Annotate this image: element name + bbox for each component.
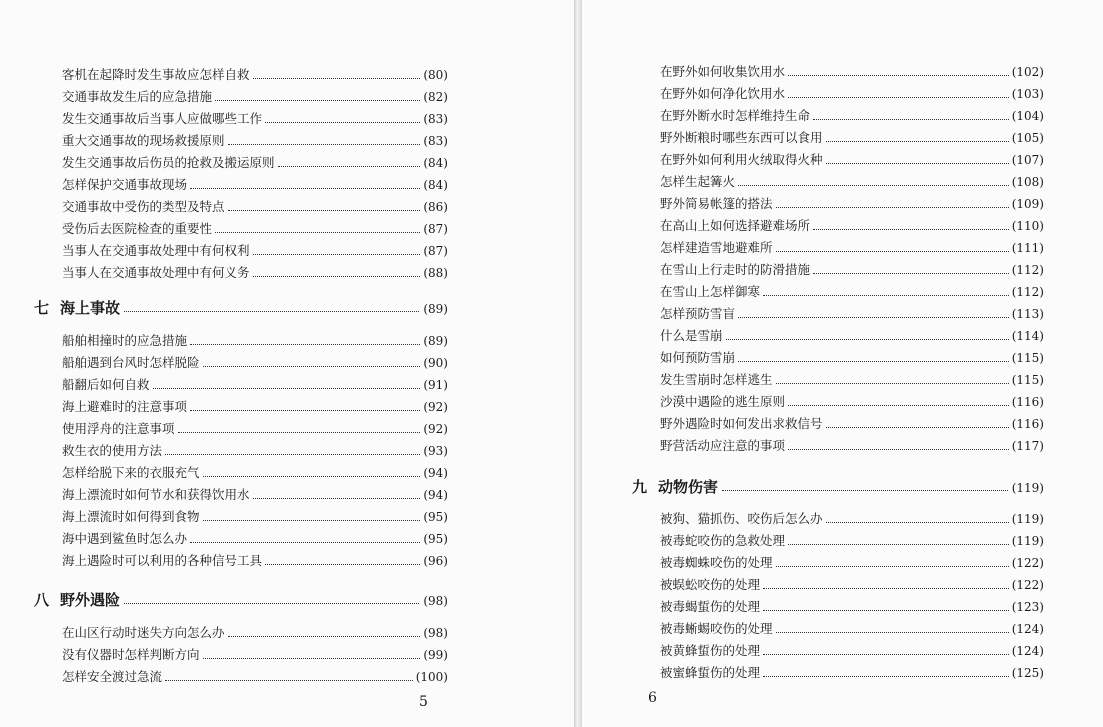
toc-entry bbox=[62, 174, 448, 196]
toc-entry-page: (94) bbox=[423, 488, 448, 502]
toc-entry bbox=[62, 240, 448, 262]
toc-entry bbox=[660, 530, 1044, 552]
toc-entry-page: (115) bbox=[1011, 373, 1044, 387]
dot-leader bbox=[124, 295, 419, 312]
dot-leader bbox=[788, 61, 1009, 76]
toc-entry bbox=[62, 528, 448, 550]
dot-leader bbox=[813, 105, 1009, 120]
toc-entry bbox=[660, 259, 1044, 281]
toc-entry-title: 野外断粮时哪些东西可以食用 bbox=[660, 130, 823, 145]
toc-entry-title: 在野外如何利用火绒取得火种 bbox=[660, 152, 823, 167]
toc-entry bbox=[660, 552, 1044, 574]
dot-leader bbox=[788, 435, 1009, 450]
toc-entry-page: (116) bbox=[1011, 417, 1044, 431]
dot-leader bbox=[826, 508, 1009, 523]
toc-entry bbox=[62, 262, 448, 284]
toc-entry-title: 怎样生起篝火 bbox=[660, 174, 736, 189]
toc-entry-page: (103) bbox=[1011, 87, 1044, 101]
toc-entry-title: 在雪山上行走时的防滑措施 bbox=[660, 262, 811, 277]
toc-entry-page: (80) bbox=[423, 68, 448, 82]
dot-leader bbox=[253, 262, 421, 277]
toc-entry bbox=[62, 506, 448, 528]
toc-entry-title: 船翻后如何自救 bbox=[62, 377, 150, 392]
dot-leader bbox=[788, 530, 1009, 545]
toc-entry bbox=[62, 108, 448, 130]
toc-entry-page: (112) bbox=[1011, 263, 1044, 277]
toc-entry-page: (119) bbox=[1011, 534, 1044, 548]
toc-entry bbox=[62, 440, 448, 462]
toc-entry-page: (92) bbox=[423, 400, 448, 414]
dot-leader bbox=[228, 622, 421, 637]
toc-entry-title: 使用浮舟的注意事项 bbox=[62, 421, 175, 436]
toc-entry-page: (84) bbox=[423, 156, 448, 170]
dot-leader bbox=[813, 259, 1009, 274]
dot-leader bbox=[738, 303, 1009, 318]
dot-leader bbox=[726, 325, 1009, 340]
left-page-number: 5 bbox=[419, 694, 428, 710]
dot-leader bbox=[165, 666, 413, 681]
chapter-title: 动物伤害 bbox=[658, 478, 719, 496]
toc-entry-title: 海上避难时的注意事项 bbox=[62, 399, 188, 414]
toc-entry bbox=[660, 83, 1044, 105]
toc-entry-page: (116) bbox=[1011, 395, 1044, 409]
toc-entry bbox=[62, 152, 448, 174]
dot-leader bbox=[738, 347, 1009, 362]
toc-entry bbox=[660, 303, 1044, 325]
dot-leader bbox=[776, 193, 1009, 208]
toc-entry-page: (86) bbox=[423, 200, 448, 214]
toc-entry bbox=[660, 369, 1044, 391]
toc-entry-title: 被毒蛇咬伤的急救处理 bbox=[660, 533, 786, 548]
toc-entry-page: (115) bbox=[1011, 351, 1044, 365]
toc-entry bbox=[660, 127, 1044, 149]
toc-entry bbox=[660, 347, 1044, 369]
toc-entry-page: (93) bbox=[423, 444, 448, 458]
dot-leader bbox=[763, 574, 1009, 589]
toc-entry-page: (104) bbox=[1011, 109, 1044, 123]
toc-entry-page: (125) bbox=[1011, 666, 1044, 680]
toc-entry-page: (98) bbox=[423, 626, 448, 640]
dot-leader bbox=[776, 618, 1009, 633]
chapter-number: 九 bbox=[632, 478, 648, 496]
toc-entry-page: (119) bbox=[1011, 512, 1044, 526]
dot-leader bbox=[190, 528, 420, 543]
toc-entry-title: 交通事故发生后的应急措施 bbox=[62, 89, 213, 104]
toc-entry bbox=[62, 352, 448, 374]
toc-entry-title: 怎样安全渡过急流 bbox=[62, 669, 163, 684]
dot-leader bbox=[203, 644, 421, 659]
toc-entry bbox=[660, 596, 1044, 618]
toc-entry-title: 海上漂流时如何节水和获得饮用水 bbox=[62, 487, 250, 502]
toc-entry bbox=[62, 666, 448, 688]
toc-entry-page: (92) bbox=[423, 422, 448, 436]
toc-entry-page: (83) bbox=[423, 134, 448, 148]
toc-entry-title: 海上遇险时可以利用的各种信号工具 bbox=[62, 553, 263, 568]
dot-leader bbox=[228, 196, 421, 211]
toc-entry-title: 被毒蜥蜴咬伤的处理 bbox=[660, 621, 773, 636]
dot-leader bbox=[253, 240, 421, 255]
chapter-page: (98) bbox=[423, 594, 448, 608]
toc-entry bbox=[62, 622, 448, 644]
toc-entry bbox=[62, 64, 448, 86]
toc-entry-page: (87) bbox=[423, 222, 448, 236]
dot-leader bbox=[278, 152, 421, 167]
chapter-heading-8 bbox=[34, 587, 448, 613]
toc-entry-page: (100) bbox=[415, 670, 448, 684]
toc-entry-title: 船舶相撞时的应急措施 bbox=[62, 333, 188, 348]
dot-leader bbox=[826, 413, 1009, 428]
toc-entry-page: (84) bbox=[423, 178, 448, 192]
toc-entry-title: 当事人在交通事故处理中有何权利 bbox=[62, 243, 250, 258]
toc-entry-page: (83) bbox=[423, 112, 448, 126]
right-page-number: 6 bbox=[648, 690, 657, 706]
dot-leader bbox=[228, 130, 421, 145]
toc-entry-page: (82) bbox=[423, 90, 448, 104]
dot-leader bbox=[763, 281, 1009, 296]
dot-leader bbox=[265, 108, 420, 123]
toc-entry-page: (114) bbox=[1011, 329, 1044, 343]
dot-leader bbox=[826, 149, 1009, 164]
toc-entry-title: 交通事故中受伤的类型及特点 bbox=[62, 199, 225, 214]
dot-leader bbox=[215, 86, 420, 101]
toc-entry-title: 在野外如何净化饮用水 bbox=[660, 86, 786, 101]
toc-entry bbox=[660, 435, 1044, 457]
dot-leader bbox=[190, 330, 420, 345]
toc-entry-page: (112) bbox=[1011, 285, 1044, 299]
dot-leader bbox=[190, 396, 420, 411]
toc-entry-page: (95) bbox=[423, 532, 448, 546]
toc-entry bbox=[62, 484, 448, 506]
dot-leader bbox=[190, 174, 420, 189]
toc-entry-title: 怎样保护交通事故现场 bbox=[62, 177, 188, 192]
toc-entry-title: 被蜈蚣咬伤的处理 bbox=[660, 577, 761, 592]
toc-entry-page: (102) bbox=[1011, 65, 1044, 79]
toc-entry-title: 在野外断水时怎样维持生命 bbox=[660, 108, 811, 123]
toc-entry-title: 怎样建造雪地避难所 bbox=[660, 240, 773, 255]
toc-entry-title: 怎样给脱下来的衣服充气 bbox=[62, 465, 200, 480]
toc-entry-title: 被蜜蜂蜇伤的处理 bbox=[660, 665, 761, 680]
dot-leader bbox=[776, 369, 1009, 384]
toc-entry bbox=[62, 130, 448, 152]
dot-leader bbox=[813, 215, 1009, 230]
chapter-page: (119) bbox=[1011, 481, 1044, 495]
toc-entry-title: 船舶遇到台风时怎样脱险 bbox=[62, 355, 200, 370]
toc-entry-page: (117) bbox=[1011, 439, 1044, 453]
toc-entry bbox=[660, 281, 1044, 303]
toc-entry bbox=[660, 574, 1044, 596]
chapter-number: 八 bbox=[34, 591, 50, 609]
dot-leader bbox=[253, 64, 421, 79]
toc-entry-title: 在雪山上怎样御寒 bbox=[660, 284, 761, 299]
toc-entry-title: 发生交通事故后伤员的抢救及搬运原则 bbox=[62, 155, 275, 170]
toc-entry-page: (109) bbox=[1011, 197, 1044, 211]
toc-entry-page: (110) bbox=[1011, 219, 1044, 233]
dot-leader bbox=[203, 506, 421, 521]
toc-entry bbox=[62, 396, 448, 418]
toc-entry-title: 野外简易帐篷的搭法 bbox=[660, 196, 773, 211]
toc-entry-page: (89) bbox=[423, 334, 448, 348]
toc-entry-page: (122) bbox=[1011, 578, 1044, 592]
toc-entry bbox=[660, 237, 1044, 259]
toc-entry-title: 被毒蜘蛛咬伤的处理 bbox=[660, 555, 773, 570]
toc-entry bbox=[660, 413, 1044, 435]
dot-leader bbox=[788, 83, 1009, 98]
chapter-page: (89) bbox=[423, 302, 448, 316]
dot-leader bbox=[776, 237, 1009, 252]
toc-entry-page: (90) bbox=[423, 356, 448, 370]
toc-entry-page: (111) bbox=[1011, 241, 1044, 255]
dot-leader bbox=[722, 474, 1008, 491]
toc-entry bbox=[62, 330, 448, 352]
dot-leader bbox=[215, 218, 420, 233]
toc-entry-title: 发生雪崩时怎样逃生 bbox=[660, 372, 773, 387]
toc-entry-title: 救生衣的使用方法 bbox=[62, 443, 163, 458]
toc-entry-title: 当事人在交通事故处理中有何义务 bbox=[62, 265, 250, 280]
toc-entry-title: 重大交通事故的现场救援原则 bbox=[62, 133, 225, 148]
chapter-number: 七 bbox=[34, 299, 50, 317]
dot-leader bbox=[178, 418, 421, 433]
book-gutter bbox=[574, 0, 582, 727]
dot-leader bbox=[763, 596, 1009, 611]
toc-entry-title: 怎样预防雪盲 bbox=[660, 306, 736, 321]
toc-entry-page: (123) bbox=[1011, 600, 1044, 614]
toc-entry-title: 被毒蝎蜇伤的处理 bbox=[660, 599, 761, 614]
chapter-heading-9 bbox=[632, 474, 1044, 500]
toc-entry-title: 野外遇险时如何发出求救信号 bbox=[660, 416, 823, 431]
dot-leader bbox=[165, 440, 420, 455]
toc-entry bbox=[660, 171, 1044, 193]
dot-leader bbox=[124, 587, 419, 604]
dot-leader bbox=[265, 550, 420, 565]
dot-leader bbox=[203, 352, 421, 367]
toc-entry-page: (87) bbox=[423, 244, 448, 258]
toc-entry-page: (113) bbox=[1011, 307, 1044, 321]
toc-entry bbox=[62, 218, 448, 240]
toc-entry-page: (105) bbox=[1011, 131, 1044, 145]
chapter-title: 野外遇险 bbox=[60, 591, 121, 609]
toc-entry bbox=[62, 418, 448, 440]
toc-entry-page: (124) bbox=[1011, 644, 1044, 658]
toc-entry-title: 在山区行动时迷失方向怎么办 bbox=[62, 625, 225, 640]
toc-entry bbox=[660, 391, 1044, 413]
toc-entry-page: (95) bbox=[423, 510, 448, 524]
toc-entry-page: (107) bbox=[1011, 153, 1044, 167]
toc-entry bbox=[660, 662, 1044, 684]
toc-entry bbox=[660, 215, 1044, 237]
toc-entry-title: 被狗、猫抓伤、咬伤后怎么办 bbox=[660, 511, 823, 526]
toc-entry bbox=[62, 86, 448, 108]
dot-leader bbox=[253, 484, 421, 499]
toc-entry bbox=[62, 196, 448, 218]
toc-entry-page: (91) bbox=[423, 378, 448, 392]
toc-entry-title: 如何预防雪崩 bbox=[660, 350, 736, 365]
toc-entry bbox=[660, 105, 1044, 127]
dot-leader bbox=[788, 391, 1009, 406]
toc-entry bbox=[660, 325, 1044, 347]
toc-entry-title: 海中遇到鲨鱼时怎么办 bbox=[62, 531, 188, 546]
toc-entry bbox=[660, 640, 1044, 662]
toc-entry-page: (99) bbox=[423, 648, 448, 662]
toc-entry bbox=[660, 508, 1044, 530]
toc-entry-title: 被黄蜂蜇伤的处理 bbox=[660, 643, 761, 658]
toc-entry-page: (88) bbox=[423, 266, 448, 280]
toc-entry-title: 没有仪器时怎样判断方向 bbox=[62, 647, 200, 662]
dot-leader bbox=[763, 662, 1009, 677]
toc-entry bbox=[62, 550, 448, 572]
toc-entry-title: 受伤后去医院检查的重要性 bbox=[62, 221, 213, 236]
dot-leader bbox=[153, 374, 421, 389]
toc-entry bbox=[660, 149, 1044, 171]
dot-leader bbox=[738, 171, 1009, 186]
toc-entry-title: 沙漠中遇险的逃生原则 bbox=[660, 394, 786, 409]
toc-entry bbox=[62, 462, 448, 484]
toc-entry bbox=[660, 618, 1044, 640]
toc-entry bbox=[660, 61, 1044, 83]
dot-leader bbox=[776, 552, 1009, 567]
toc-entry bbox=[660, 193, 1044, 215]
toc-entry-title: 什么是雪崩 bbox=[660, 328, 723, 343]
toc-entry-title: 海上漂流时如何得到食物 bbox=[62, 509, 200, 524]
toc-entry-page: (108) bbox=[1011, 175, 1044, 189]
chapter-heading-7 bbox=[34, 295, 448, 321]
dot-leader bbox=[826, 127, 1009, 142]
toc-entry-page: (96) bbox=[423, 554, 448, 568]
toc-entry bbox=[62, 374, 448, 396]
toc-entry-page: (94) bbox=[423, 466, 448, 480]
toc-entry-page: (122) bbox=[1011, 556, 1044, 570]
toc-entry-title: 客机在起降时发生事故应怎样自救 bbox=[62, 67, 250, 82]
chapter-title: 海上事故 bbox=[60, 299, 121, 317]
toc-entry-title: 发生交通事故后当事人应做哪些工作 bbox=[62, 111, 263, 126]
toc-entry-title: 野营活动应注意的事项 bbox=[660, 438, 786, 453]
toc-entry bbox=[62, 644, 448, 666]
dot-leader bbox=[763, 640, 1009, 655]
toc-entry-title: 在野外如何收集饮用水 bbox=[660, 64, 786, 79]
toc-entry-page: (124) bbox=[1011, 622, 1044, 636]
dot-leader bbox=[203, 462, 421, 477]
toc-entry-title: 在高山上如何选择避难场所 bbox=[660, 218, 811, 233]
